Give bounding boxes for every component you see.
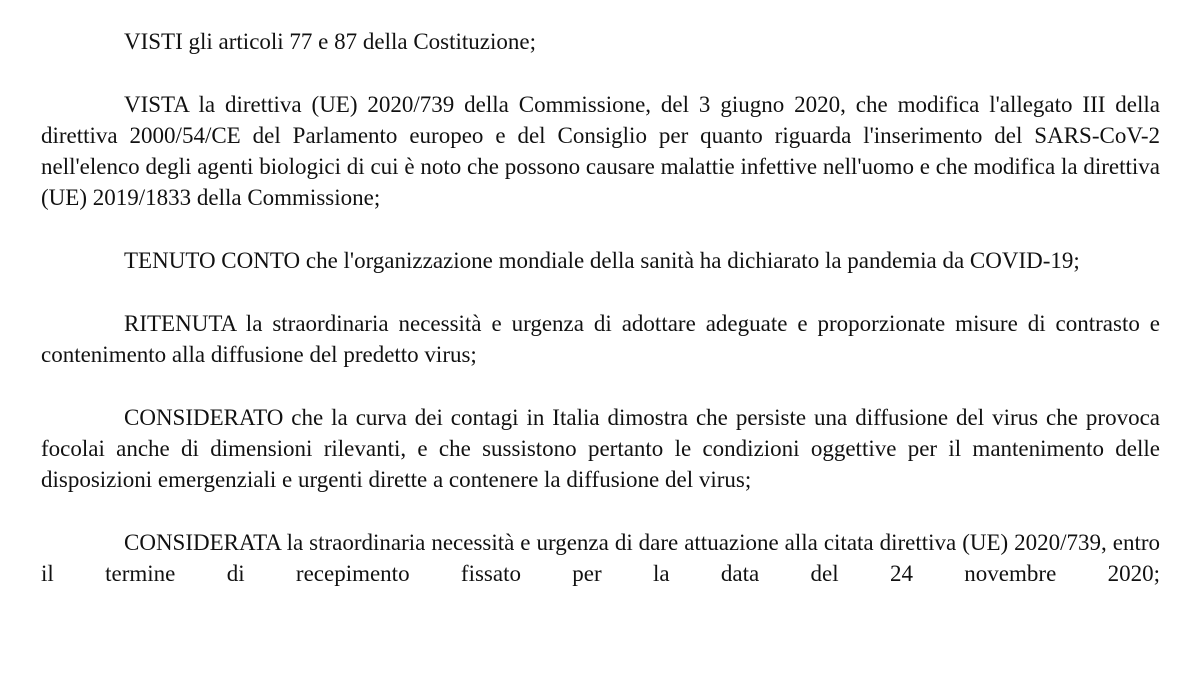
paragraph-visti: VISTI gli articoli 77 e 87 della Costituzione;	[124, 29, 537, 54]
paragraph-vista: VISTA la direttiva (UE) 2020/739 della Commissione, del 3 giugno 2020, che modifica l'allegato III della direttiva 2000/54/CE del Parlamento europeo e del Consiglio per quanto riguarda l'inserimento del SARS-CoV-2 nell'elenco degli agenti biologici di cui è noto che possono causare malattie infettive nell'uomo e che modifica la direttiva (UE) 2019/1833 della Commissione;	[41, 91, 1160, 211]
paragraph-considerato: CONSIDERATO che la curva dei contagi in Italia dimostra che persiste una diffusione del virus che provoca focolai anche di dimensioni rilevanti, e che sussistono pertanto le condizioni oggettive per il mantenimento delle disposizioni emergenziali e urgenti dirette a contenere la diffusione del virus;	[41, 404, 1160, 493]
paragraph-ritenuta: RITENUTA la straordinaria necessità e urgenza di adottare adeguate e proporzionate misure di contrasto e contenimento alla diffusione del predetto virus;	[41, 310, 1160, 367]
paragraph-considerata: CONSIDERATA la straordinaria necessità e urgenza di dare attuazione alla citata direttiva (UE) 2020/739, entro il termine di recepimento fissato per la data del 24 novembre 2020;	[41, 529, 1160, 587]
paragraph-tenuto-conto: TENUTO CONTO che l'organizzazione mondiale della sanità ha dichiarato la pandemia da COVID-19;	[124, 248, 1080, 274]
